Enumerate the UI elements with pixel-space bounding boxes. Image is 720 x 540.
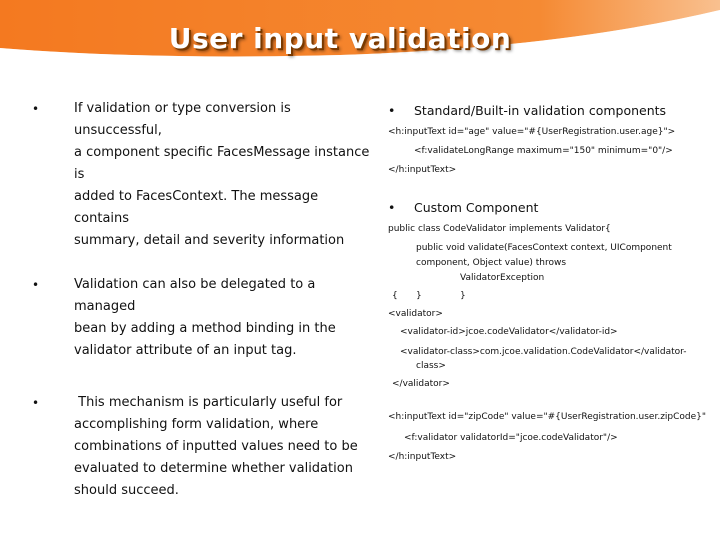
left-bullet-3 (30, 392, 370, 502)
left-bullet-1 (30, 98, 370, 252)
right-bullet-standard (388, 103, 666, 119)
title-banner (0, 0, 720, 80)
bullet-label: Custom Component (414, 200, 539, 215)
code-line: <validator-id>jcoe.codeValidator</validator-id> (400, 327, 618, 337)
page-title: User input validation (168, 22, 512, 55)
bullet-label: Standard/Built-in validation components (414, 103, 667, 118)
bullet-line: should succeed. (74, 483, 179, 498)
left-column (30, 98, 370, 502)
bullet-line: summary, detail and severity information (74, 233, 345, 248)
bullet-icon: • (32, 396, 40, 410)
code-line: } (416, 291, 422, 301)
bullet-line: bean by adding a method binding in the (74, 321, 336, 336)
bullet-icon: • (32, 102, 40, 116)
code-line: <validator-class>com.jcoe.validation.CodeValidator</validator- (400, 347, 687, 357)
code-line: component, Object value) throws (416, 258, 567, 268)
bullet-line: Validation can also be delegated to a managed (74, 277, 316, 314)
code-line: public void validate(FacesContext context, UIComponent (416, 243, 672, 253)
bullet-line: validator attribute of an input tag. (74, 343, 297, 358)
bullet-icon: • (388, 103, 396, 118)
bullet-line: If validation or type conversion is unsuccessful, (74, 101, 291, 138)
bullet-line: a component specific FacesMessage instance is (74, 145, 370, 182)
code-line: public class CodeValidator implements Validator{ (388, 224, 611, 234)
bullet-line: accomplishing form validation, where (74, 417, 319, 432)
left-bullet-2 (30, 274, 370, 362)
bullet-line: combinations of inputted values need to be (74, 439, 358, 454)
bullet-line: evaluated to determine whether validation (74, 461, 353, 476)
code-line: ValidatorException (460, 273, 545, 283)
code-line: <f:validateLongRange maximum="150" minimum="0"/> (414, 146, 673, 156)
code-line: } (460, 291, 466, 301)
code-line: <f:validator validatorId="jcoe.codeValidator"/> (404, 433, 618, 443)
code-line: </h:inputText> (388, 165, 457, 175)
code-line: <h:inputText id="age" value="#{UserRegistration.user.age}"> (388, 127, 676, 137)
code-line: class> (416, 361, 446, 371)
code-line: <validator> (388, 309, 443, 319)
bullet-line: added to FacesContext. The message contains (74, 189, 319, 226)
code-line: { (392, 291, 398, 301)
code-line: </h:inputText> (388, 452, 457, 462)
bullet-icon: • (32, 278, 40, 292)
code-line: <h:inputText id="zipCode" value="#{UserRegistration.user.zipCode}" (388, 412, 707, 422)
code-line: </validator> (392, 379, 450, 389)
right-bullet-custom (388, 200, 538, 216)
bullet-line: This mechanism is particularly useful for (74, 395, 343, 410)
bullet-icon: • (388, 200, 396, 215)
